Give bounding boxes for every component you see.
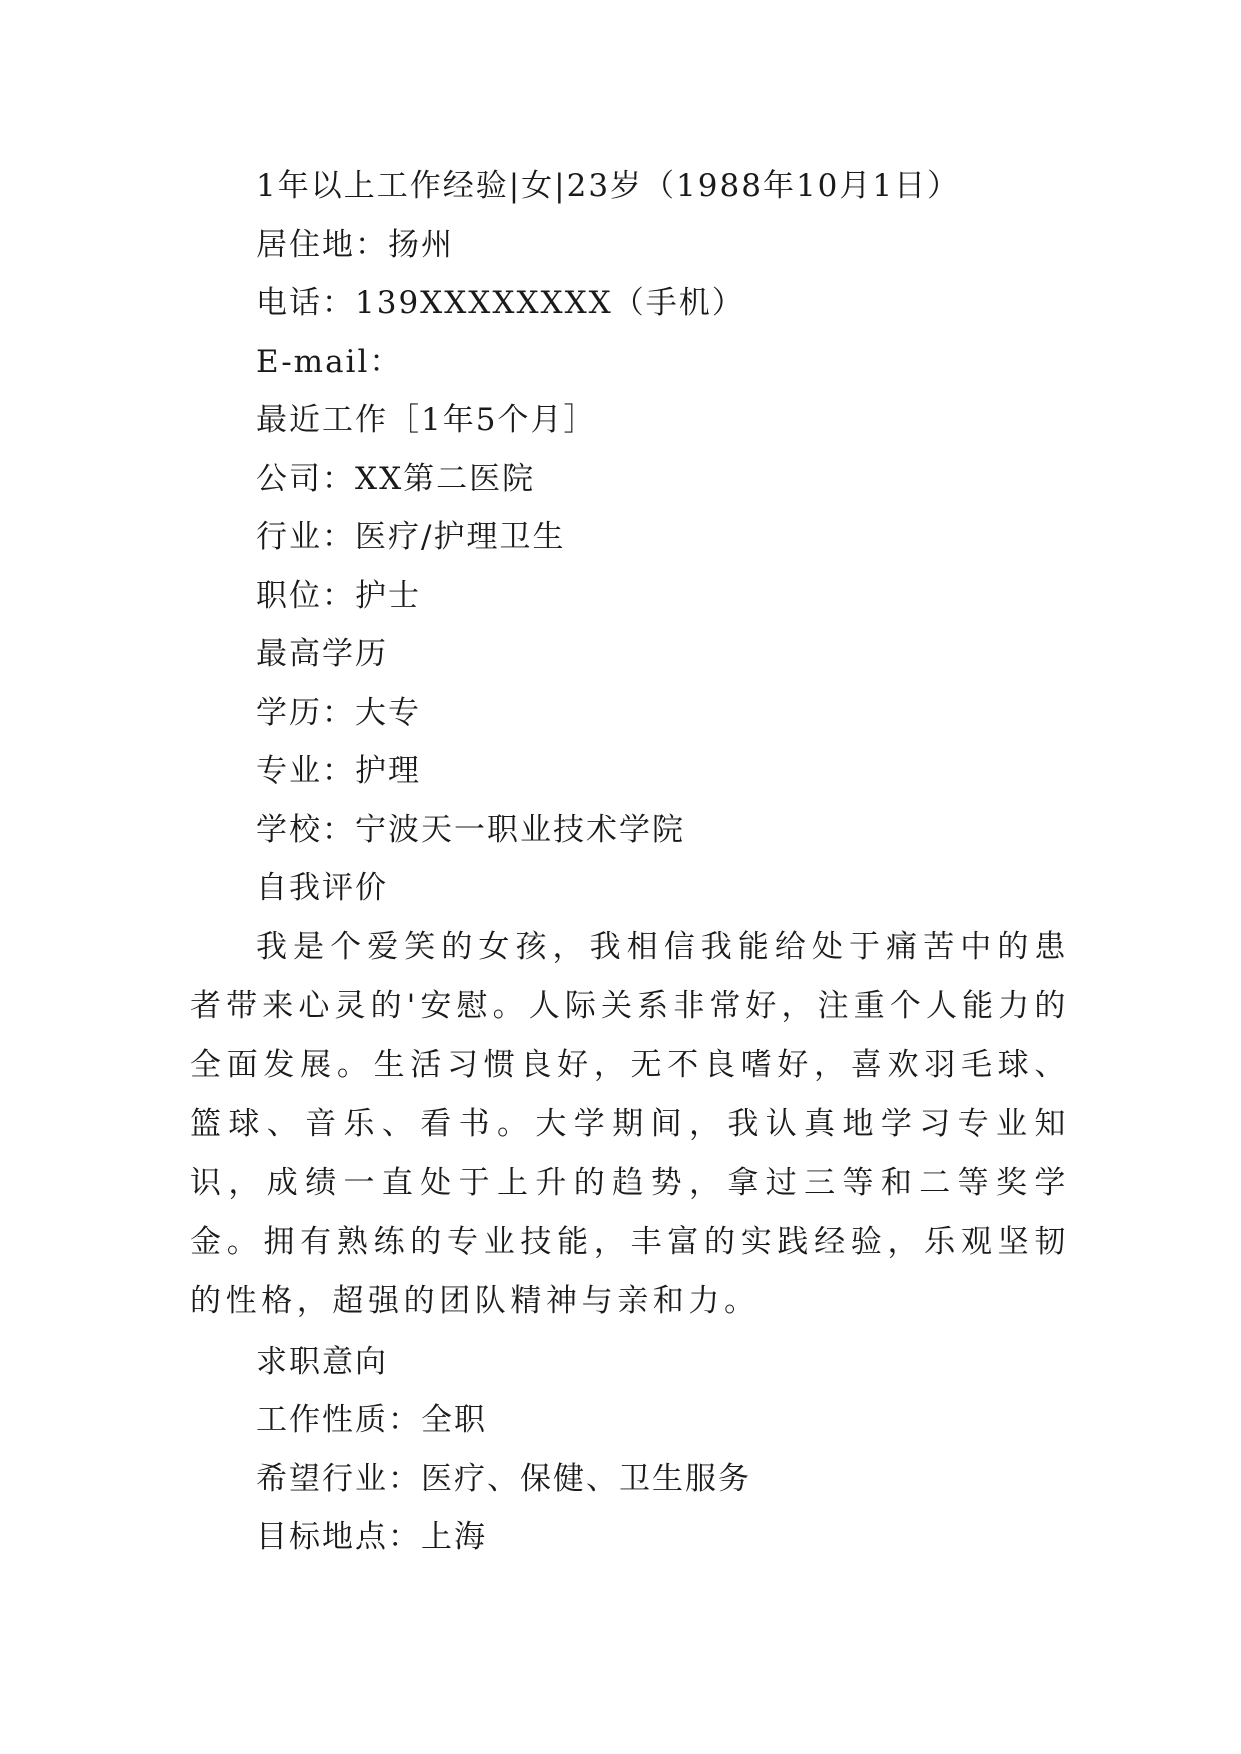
experience-gender-age: 1年以上工作经验|女|23岁（1988年10月1日）	[256, 168, 961, 204]
resume-document	[190, 157, 1070, 1567]
degree: 学历：大专	[256, 694, 421, 731]
email: E-mail：	[256, 343, 403, 380]
education-heading: 最高学历	[256, 636, 388, 672]
job-type: 工作性质：全职	[256, 1402, 487, 1438]
position: 职位：护士	[256, 577, 421, 614]
job-intention-heading: 求职意向	[256, 1343, 388, 1380]
major: 专业：护理	[256, 753, 421, 789]
desired-industry: 希望行业：医疗、保健、卫生服务	[256, 1460, 751, 1497]
residence: 居住地：扬州	[256, 226, 454, 263]
target-location: 目标地点：上海	[256, 1519, 487, 1555]
company: 公司：XX第二医院	[256, 460, 536, 497]
phone: 电话：139XXXXXXXX（手机）	[256, 285, 745, 321]
self-evaluation-heading: 自我评价	[256, 870, 388, 906]
recent-work-heading: 最近工作［1年5个月］	[256, 402, 597, 438]
self-evaluation-paragraph: 我是个爱笑的女孩，我相信我能给处于痛苦中的患者带来心灵的'安慰。人际关系非常好，注重个人能力的全面发展。生活习惯良好，无不良嗜好，喜欢羽毛球、篮球、音乐、看书。大学期间，我认真地学习专业知识，成绩一直处于上升的趋势，拿过三等和二等奖学金。拥有熟练的专业技能，丰富的实践经验，乐观坚韧的性格，超强的团队精神与亲和力。	[190, 928, 1070, 1319]
school: 学校：宁波天一职业技术学院	[256, 811, 685, 848]
industry: 行业：医疗/护理卫生	[256, 519, 566, 555]
